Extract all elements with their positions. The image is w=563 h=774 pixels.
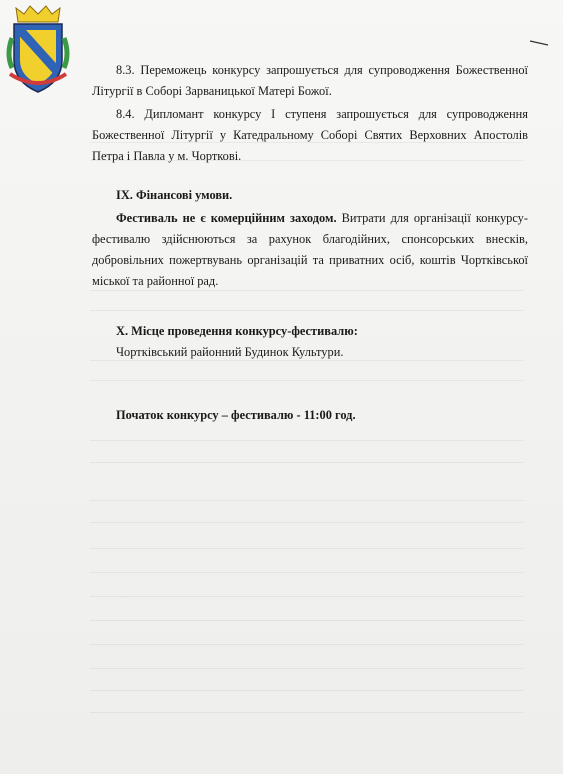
city-coat-of-arms-icon (6, 4, 70, 96)
heading-venue: X. Місце проведення конкурсу-фестивалю: (116, 324, 358, 338)
section-8-4: 8.4. Дипломант конкурсу I ступеня запрошується для супроводження Божественної Літургії у Катедральному Соборі Святих Верховних Апостолів Петра і Павла у м. Чорткові. (92, 107, 528, 163)
non-commercial-statement: Фестиваль не є комерційним заходом. (116, 211, 337, 225)
venue-name: Чортківський районний Будинок Культури. (116, 345, 344, 359)
financial-text: Витрати для організації конкурсу-фестивалю здійснюються за рахунок благодійних, спонсорських внесків, добровільних пожертвувань організацій та приватних осіб, коштів Чортківської міської та районної рад. (92, 211, 528, 288)
heading-financial-conditions: IX. Фінансові умови. (116, 188, 233, 202)
financial-paragraph (92, 208, 528, 292)
start-time: Початок конкурсу – фестивалю - 11:00 год. (116, 408, 356, 422)
pen-mark (529, 40, 549, 46)
section-8-3: 8.3. Переможець конкурсу запрошується для супроводження Божественної Літургії в Соборі Зарваницької Матері Божої. (92, 63, 528, 98)
